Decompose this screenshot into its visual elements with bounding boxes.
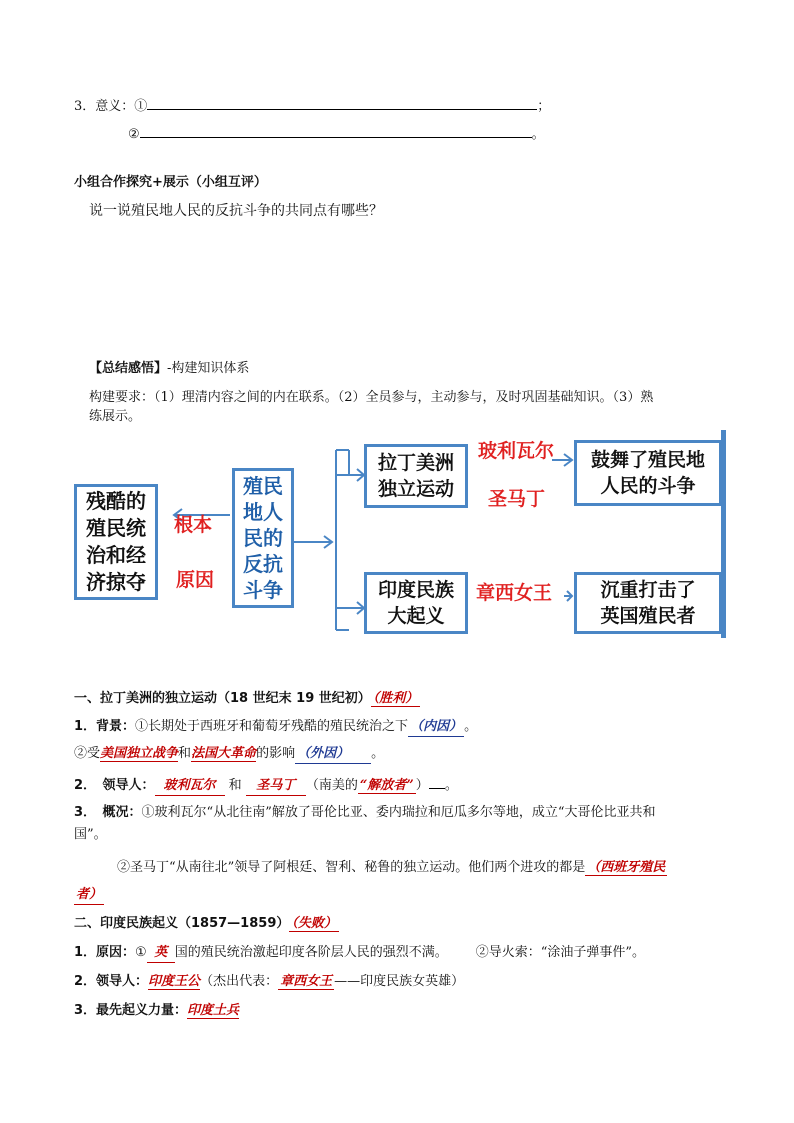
sec2-force-label: 3．最先起义力量： (74, 1003, 188, 1018)
sec1-bg2-end: 。 (371, 746, 385, 761)
sec1-leader-blank[interactable] (429, 775, 445, 789)
sec1-overview-2b (74, 886, 104, 905)
blank-1[interactable] (147, 96, 537, 110)
upper-box-line: 独立运动 (377, 478, 454, 500)
center-box-line: 殖民 (243, 474, 283, 498)
upper-label-bottom: 圣马丁 (488, 488, 546, 510)
sec2-cause-label: 1．原因： (74, 945, 136, 960)
sec1-bg2-mid: 的影响 (256, 746, 296, 761)
sec1-bg2-answer-a: 美国独立战争 (100, 746, 179, 761)
summary-title-bracket: 【总结感悟】 (89, 361, 168, 376)
sec1-leader-answer-a: 玻利瓦尔 (155, 777, 225, 796)
sec1-bg-2 (74, 745, 384, 764)
upper-result (574, 440, 722, 506)
sec2-cause-2: ②导火索：“涂油子弹事件”。 (475, 945, 646, 960)
center-box-line: 斗争 (243, 578, 283, 602)
sec1-overview-text: ①玻利瓦尔“从北往南”解放了哥伦比亚、委内瑞拉和厄瓜多尔等地，成立“大哥伦比亚共和 (141, 805, 656, 820)
sec1-overview-1 (74, 804, 656, 822)
lower-result (574, 572, 722, 634)
sec1-leader-paren-post: ） (415, 778, 429, 793)
meaning-label-2: ② (128, 127, 140, 142)
sec1-title-text: 一、拉丁美洲的独立运动（18 世纪末 19 世纪初） (74, 691, 371, 706)
sec2-cause-answer: 英 (147, 944, 175, 963)
lower-box-line: 印度民族 (377, 579, 454, 601)
upper-result-line: 人民的斗争 (600, 475, 696, 497)
group-question: 说一说殖民地人民的反抗斗争的共同点有哪些？ (89, 203, 383, 219)
sec2-leader-label: 2．领导人： (74, 974, 149, 989)
sec2-leader-post: ——印度民族女英雄） (334, 974, 465, 989)
meaning-line-2 (128, 124, 545, 144)
sec1-overview-1b: 国”。 (74, 827, 107, 842)
summary-title-rest: -构建知识体系 (167, 361, 250, 376)
sec1-bg-label: 1．背景： (74, 719, 136, 734)
lower-label: 章西女王 (476, 582, 553, 604)
sec1-bg-1 (74, 718, 477, 737)
cause-box (74, 484, 158, 600)
sec2-leader (74, 973, 464, 991)
sec1-bg2-pre: ②受 (74, 746, 101, 761)
cause-box-line: 济掠夺 (86, 570, 146, 594)
lower-result-line: 沉重打击了 (600, 579, 696, 601)
group-title: 小组合作探究+展示（小组互评） (74, 175, 267, 190)
center-box (232, 468, 294, 608)
sec2-leader-answer-2: 章西女王 (280, 974, 333, 989)
sec1-leader-and: 和 (224, 778, 246, 793)
sec1-overview-2-text: ②圣马丁“从南往北”领导了阿根廷、智利、秘鲁的独立运动。他们两个进攻的都是 (117, 860, 586, 875)
sec1-title-answer: （胜利） (372, 691, 419, 706)
sec1-bg-end: 。 (464, 719, 478, 734)
summary-title (89, 360, 249, 378)
sec2-title-text: 二、印度民族起义（1857—1859） (74, 916, 290, 931)
cause-label-bottom: 原因 (176, 569, 215, 591)
sec1-bg-text: ①长期处于西班牙和葡萄牙残酷的殖民统治之下 (135, 719, 409, 734)
sec1-bg2-answer-b: 法国大革命 (191, 746, 257, 761)
lower-box (364, 572, 468, 634)
sec2-cause-text: 国的殖民统治激起印度各阶层人民的强烈不满。 (174, 945, 448, 960)
blank-2[interactable] (140, 124, 532, 138)
sec2-leader-mid: （杰出代表： (200, 974, 279, 989)
sec1-leader-end: 。 (444, 778, 458, 793)
lower-result-line: 英国殖民者 (600, 605, 696, 627)
sec1-leader (74, 775, 458, 796)
summary-req-1: 构建要求：（1）理清内容之间的内在联系。（2）全员参与，主动参与，及时巩固基础知识。（3）熟 (89, 390, 654, 405)
sec1-leader-paren-answer: “解放者” (359, 778, 414, 793)
sec1-bg-answer: （内因） (408, 718, 464, 737)
upper-label-top: 玻利瓦尔 (478, 440, 555, 462)
meaning-end-1: ； (537, 99, 551, 114)
center-box-line: 地人 (243, 500, 283, 524)
sec1-overview-2 (117, 859, 667, 877)
meaning-line-1 (74, 96, 550, 116)
sec2-title-answer: （失败） (291, 916, 337, 931)
lower-box-line: 大起义 (387, 605, 445, 627)
meaning-end-2: 。 (531, 127, 545, 142)
sec2-cause (74, 944, 645, 963)
upper-box-line: 拉丁美洲 (377, 452, 454, 474)
cause-box-line: 治和经 (86, 543, 146, 567)
cause-box-line: 殖民统 (86, 516, 146, 540)
sec1-overview-2-answer-b: 者） (74, 886, 104, 905)
sec1-leader-label: 2． 领导人： (74, 778, 155, 793)
meaning-label: 3．意义：① (74, 99, 148, 114)
sec1-overview-label: 3． 概况： (74, 805, 142, 820)
sec2-cause-pre: ① (135, 945, 147, 960)
sec1-overview-2-answer: （西班牙殖民 (587, 860, 666, 875)
upper-box (364, 444, 468, 508)
center-box-line: 民的 (243, 526, 283, 550)
sec1-bg2-answer: （外因） (295, 745, 371, 764)
sec1-bg2-and: 和 (178, 746, 192, 761)
upper-result-line: 鼓舞了殖民地 (590, 449, 705, 471)
sec2-leader-answer: 印度王公 (148, 974, 201, 989)
cause-box-line: 残酷的 (86, 489, 146, 513)
sec2-title (74, 915, 339, 933)
center-box-line: 反抗 (243, 552, 283, 576)
sec1-leader-answer-b: 圣马丁 (246, 777, 306, 796)
sec2-force-answer: 印度土兵 (187, 1003, 240, 1018)
knowledge-diagram (64, 430, 726, 638)
sec2-force (74, 1002, 239, 1020)
sec1-leader-paren-pre: （南美的 (305, 778, 358, 793)
cause-label-top: 根本 (174, 514, 213, 536)
sec1-title (74, 690, 420, 708)
summary-req-2: 练展示。 (89, 409, 142, 424)
